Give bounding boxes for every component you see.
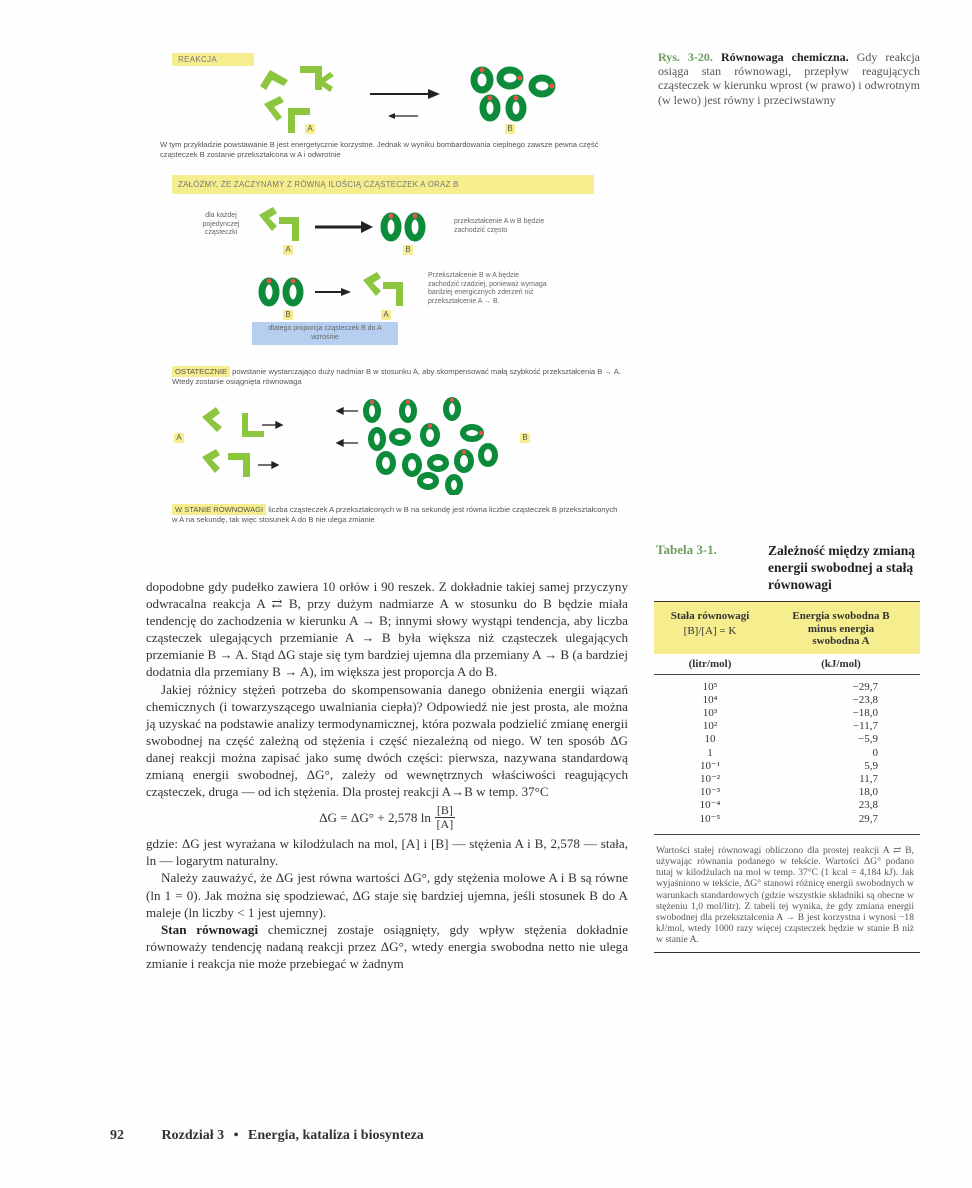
a-to-b-note: przekształcenie A w B będzie zachodzić często: [454, 218, 545, 234]
table-row: [654, 694, 920, 707]
equilibrium-label-A: A: [174, 433, 184, 443]
table-title: Zależność między zmianą energii swobodnej a stałą równowagi: [768, 543, 915, 592]
paragraph-3: gdzie: ΔG jest wyrażana w kilodżulach na mol, [A] i [B] — stężenia A i B, 2,578 — stała, ln — logarytm naturalny.: [146, 836, 628, 869]
equilibrium-text: liczba cząsteczek A przekształconych w B na sekundę jest równa liczbie cząsteczek B przekształconych w A na sekundę, tak więc stosunek A do B nie ulega zmianie: [172, 505, 618, 524]
table-row: [654, 760, 920, 773]
molecule-B-cluster: [474, 70, 552, 118]
k-value: 10⁻¹: [699, 759, 721, 772]
table-number: Tabela 3-1.: [656, 542, 717, 557]
k-value: 10⁻³: [699, 786, 721, 799]
paragraph-5-bold: Stan równowagi: [161, 921, 259, 937]
reaction-text: W tym przykładzie powstawanie B jest energetycznie korzystne. Jednak w wyniku bombardowania cieplnego zawsze pewna część cząsteczek B zostanie przekształcona w A i odwrotnie: [160, 140, 599, 159]
table-3-1: [654, 542, 920, 953]
figure-caption-title: Równowaga chemiczna.: [720, 50, 849, 64]
table-bottom-rule: [654, 952, 920, 953]
b-to-a-label-A: A: [381, 310, 391, 320]
g-value: 29,7: [858, 812, 878, 825]
equation-denominator: [A]: [436, 817, 454, 832]
table-row: [654, 813, 920, 826]
equation-left: ΔG = ΔG° + 2,578 ln: [319, 810, 431, 826]
k-value: 10⁻⁵: [699, 812, 721, 825]
col1-header-text: Stała równowagi: [670, 610, 750, 622]
k-value: 1: [707, 746, 713, 759]
b-to-a-note: Przekształcenie B w A będzie zachodzić rzadziej, ponieważ wymaga bardziej energicznych zderzeń niż przekształcenie A → B.: [428, 272, 547, 305]
equilibrium-diagram: [172, 395, 572, 495]
table-row: [654, 707, 920, 720]
a-to-b-label-B: B: [403, 245, 413, 255]
figure-caption-text: Gdy reakcja osiąga stan równowagi, przepływ reagujących cząsteczek w kierunku wprost (w prawo) i odwrotnym (w lewo) jest równy i przeciwstawny: [658, 50, 921, 107]
assume-header: ZAŁÓŻMY, ŻE ZACZYNAMY Z RÓWNĄ ILOŚCIĄ CZĄSTECZEK A ORAZ B: [172, 175, 594, 194]
paragraph-4: Należy zauważyć, że ΔG jest równa wartości ΔG°, gdy stężenia molowe A i B są równe (ln 1 = 0). Jak można się spodziewać, ΔG staje się bardziej ujemna, jeśli stosunek B do A maleje (ln liczby < 1 jest ujemny).: [146, 870, 628, 920]
page-number: 92: [110, 1128, 124, 1143]
g-value: 0: [872, 746, 878, 759]
paragraph-5-text: chemicznej zostaje osiągnięty, gdy wpływ stężenia dokładnie równoważy tendencję nadaną reakcji przez ΔG°, wtedy energia swobodna netto nie ulega zmianie i reakcja nie może przebiegać w żadnym: [146, 921, 629, 971]
reaction-label: REAKCJA: [172, 53, 254, 66]
k-value: 10⁻²: [699, 772, 721, 785]
g-value: −29,7: [852, 680, 878, 693]
reaction-label-B: B: [505, 124, 515, 134]
equilibrium-label: W STANIE RÓWNOWAGI: [172, 504, 266, 515]
table-row: [654, 720, 920, 733]
body-text: [146, 578, 628, 972]
table-row: [654, 786, 920, 799]
table-row: [654, 799, 920, 812]
page-footer: [110, 1128, 710, 1144]
figure: [160, 40, 640, 550]
table-header: [654, 602, 920, 654]
g-value: 5,9: [864, 759, 878, 772]
equation-numerator: [B]: [436, 803, 453, 818]
table-note: Wartości stałej równowagi obliczono dla prostej reakcji A ⇄ B, używając równania podanego w tekście. Wartości ΔG° podano tutaj w kilodżulach na mol w temp. 37°C (1 kcal = 4,184 kJ). Jak wyjaśniono w tekście, ΔG° stanowi różnicę energii swobodnych w warunkach standardowych (gdzie wszystkie składniki są obecne w stężeniu 1,0 mol/litr). Z tabeli tej wynika, że gdy zmiana energii swobodnej dla przekształcenia A → B jest korzystna i wynosi −18 kJ/mol, wtedy 1000 razy więcej cząsteczek będzie w stanie B niż w stanie A.: [656, 844, 914, 946]
col1-formula: [B]/[A] = K: [683, 624, 737, 637]
table-units: [654, 654, 920, 675]
equation-fraction: [435, 804, 455, 831]
paragraph-5: [146, 921, 628, 972]
g-value: −23,8: [852, 693, 878, 706]
col1-unit: (litr/mol): [688, 657, 732, 670]
table-title-row: [654, 542, 920, 593]
g-value: 23,8: [858, 799, 878, 812]
reaction-label-A: A: [305, 124, 315, 134]
k-value: 10⁴: [702, 693, 718, 706]
paragraph-1: dopodobne gdy pudełko zawiera 10 orłów i 90 reszek. Z dokładnie takiej samej przyczyny odwracalna reakcja A ⇄ B, przy dużym nadmiarze A w stosunku do B będzie miała tendencję do zachodzenia w kierunku A → B; innymi słowy wystąpi tendencja, aby liczba cząsteczek ulegających przemianie A → B była większa niż cząsteczek ulegających przemianie B → A. Stąd ΔG staje się tym bardziej ujemna dla przemiany A → B (a bardziej dodatnia dla przemiany B → A), im większa jest proporcja A do B.: [146, 579, 628, 680]
table-row: [654, 773, 920, 786]
col2-header-text: Energia swobodna B minus energia swobodna A: [792, 610, 890, 647]
k-value: 10⁻⁴: [699, 799, 721, 812]
per-molecule-note: dla każdej pojedynczej cząsteczki: [202, 212, 240, 236]
table-row: [654, 733, 920, 746]
a-to-b-diagram: [255, 205, 435, 245]
g-value: −11,7: [852, 720, 878, 733]
figure-caption-number: Rys. 3-20.: [658, 50, 713, 64]
g-value: −5,9: [858, 733, 878, 746]
k-value: 10³: [702, 706, 718, 719]
finally-block: [172, 367, 622, 386]
finally-label: OSTATECZNIE: [172, 366, 230, 377]
chapter-title: Energia, kataliza i biosynteza: [248, 1128, 424, 1143]
finally-text: powstanie wystarczająco duży nadmiar B w stosunku A, aby skompensować małą szybkość przekształcenia B → A. Wtedy zostanie osiągnięta równowaga: [172, 367, 621, 386]
k-value: 10²: [702, 720, 718, 733]
figure-caption: [658, 50, 920, 107]
table-body: [654, 675, 920, 834]
col2-unit: (kJ/mol): [821, 657, 861, 670]
reverse-arrow: [388, 113, 418, 119]
equilibrium-block: [172, 505, 622, 524]
chapter-label: Rozdział 3: [161, 1128, 225, 1143]
footer-bullet: •: [233, 1128, 239, 1143]
a-to-b-label-A: A: [283, 245, 293, 255]
g-value: −18,0: [852, 706, 878, 719]
reaction-diagram: [250, 58, 590, 148]
b-to-a-diagram: [255, 270, 435, 310]
b-to-a-label-B: B: [283, 310, 293, 320]
table-row: [654, 681, 920, 694]
ratio-note: dlatego proporcja cząsteczek B do A wzrośnie: [252, 322, 398, 345]
forward-arrow: [370, 89, 440, 99]
table-col1-header: [654, 610, 766, 648]
equation: [146, 804, 628, 831]
molecule-A-cluster: [260, 66, 334, 133]
k-value: 10⁵: [702, 680, 718, 693]
g-value: 11,7: [859, 772, 878, 785]
paragraph-2: Jakiej różnicy stężeń potrzeba do skompensowania danego obniżenia energii wiązań chemicznych (i towarzyszącego uwalniania ciepła)? Odpowiedź nie jest prosta, ale można ją uzyskać na podstawie analizy termodynamicznej, która pozwala podzielić zmianę energii swobodnej na część zależną od stężenia i część niezależną od niego. W ten sposób ΔG danej reakcji można zapisać jako sumę dwóch części: pierwsza, nazywana standardową zmianą energii swobodnej, ΔG°, zależy od wewnętrznych właściwości reagujących cząsteczek, druga — od ich stężenia. Dla prostej reakcji A→B w temp. 37°C: [146, 681, 628, 800]
g-value: 18,0: [858, 786, 878, 799]
table-row: [654, 747, 920, 760]
k-value: 10: [704, 733, 716, 746]
equilibrium-label-B: B: [520, 433, 530, 443]
